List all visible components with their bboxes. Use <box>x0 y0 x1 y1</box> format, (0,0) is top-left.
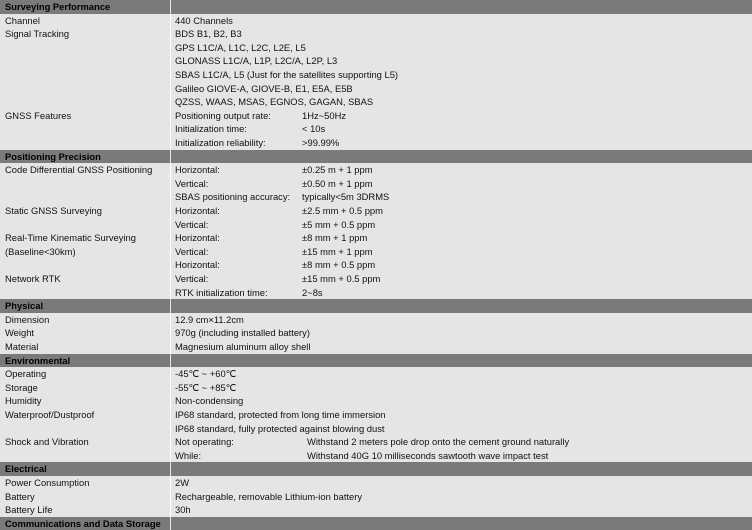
section-title: Physical <box>0 299 170 313</box>
spec-key: While: <box>175 449 202 461</box>
spec-row-power <box>0 476 752 490</box>
spec-row-static-cont <box>0 218 752 232</box>
spec-label: Material <box>0 340 170 354</box>
spec-key: Vertical: <box>175 273 209 284</box>
spec-label: Humidity <box>0 394 170 408</box>
spec-value: ±8 mm + 1 ppm <box>302 232 368 244</box>
spec-label: Waterproof/Dustproof <box>0 408 170 422</box>
section-header-physical <box>0 299 752 313</box>
spec-row-humidity <box>0 394 752 408</box>
spec-label: (Baseline<30km) <box>0 245 170 259</box>
spec-value: typically<5m 3DRMS <box>302 191 390 203</box>
spec-value: QZSS, WAAS, MSAS, EGNOS, GAGAN, SBAS <box>171 95 752 109</box>
spec-row-code-diff <box>0 163 752 177</box>
spec-row-shock-cont <box>0 449 752 463</box>
spec-row-material <box>0 340 752 354</box>
spec-label: GNSS Features <box>0 109 170 123</box>
spec-value: ±15 mm + 0.5 ppm <box>302 273 381 284</box>
spec-row-waterproof <box>0 408 752 422</box>
spec-value: Rechargeable, removable Lithium-ion battery <box>171 490 752 504</box>
spec-value: 1Hz~50Hz <box>302 109 347 121</box>
spec-value: Galileo GIOVE-A, GIOVE-B, E1, E5A, E5B <box>171 82 752 96</box>
spec-row-storage <box>0 381 752 395</box>
spec-row-battery-life <box>0 503 752 517</box>
spec-key: SBAS positioning accuracy: <box>175 191 291 203</box>
spec-value: >99.99% <box>302 137 340 148</box>
spec-label: Shock and Vibration <box>0 435 170 449</box>
spec-value: 440 Channels <box>171 14 752 28</box>
spec-label: Power Consumption <box>0 476 170 490</box>
spec-row-operating <box>0 367 752 381</box>
spec-value: GLONASS L1C/A, L1P, L2C/A, L2P, L3 <box>171 54 752 68</box>
spec-row-gnss-features <box>0 109 752 123</box>
spec-value: -45℃ ~ +60℃ <box>171 367 752 381</box>
spec-row-rtk-cont <box>0 245 752 259</box>
spec-label: Weight <box>0 326 170 340</box>
spec-key: Horizontal: <box>175 205 220 216</box>
section-title: Electrical <box>0 462 170 476</box>
spec-value: Withstand 2 meters pole drop onto the cement ground naturally <box>307 436 570 448</box>
spec-row-weight <box>0 326 752 340</box>
section-title: Positioning Precision <box>0 150 170 164</box>
spec-value: ±0.50 m + 1 ppm <box>302 177 373 189</box>
spec-key: Horizontal: <box>175 259 220 271</box>
spec-key: Not operating: <box>175 436 234 448</box>
spec-row-signal-tracking-cont <box>0 41 752 55</box>
spec-row-rtk-cont <box>0 258 752 272</box>
section-title: Communications and Data Storage <box>0 517 170 530</box>
spec-row-network-rtk-cont <box>0 286 752 300</box>
spec-value: IP68 standard, fully protected against blowing dust <box>171 422 752 436</box>
spec-row-shock <box>0 435 752 449</box>
spec-row-signal-tracking-cont <box>0 54 752 68</box>
spec-label: Network RTK <box>0 272 170 286</box>
spec-row-signal-tracking-cont <box>0 82 752 96</box>
section-header-communications <box>0 517 752 530</box>
spec-value: ±15 mm + 1 ppm <box>302 245 373 257</box>
section-title: Environmental <box>0 354 170 368</box>
spec-value: BDS B1, B2, B3 <box>171 27 752 41</box>
spec-value: 970g (including installed battery) <box>171 326 752 340</box>
spec-value: -55℃ ~ +85℃ <box>171 381 752 395</box>
spec-row-channel <box>0 14 752 28</box>
section-header-environmental <box>0 354 752 368</box>
spec-value: ±8 mm + 0.5 ppm <box>302 259 376 271</box>
spec-row-gnss-features-cont <box>0 122 752 136</box>
spec-value: 2~8s <box>302 286 323 298</box>
spec-label: Signal Tracking <box>0 27 170 41</box>
spec-label: Operating <box>0 367 170 381</box>
spec-value: Non-condensing <box>171 394 752 408</box>
spec-value: ±5 mm + 0.5 ppm <box>302 218 376 230</box>
spec-value: Withstand 40G 10 milliseconds sawtooth wave impact test <box>307 449 549 461</box>
spec-label: Battery <box>0 490 170 504</box>
spec-key: Horizontal: <box>175 164 220 176</box>
spec-key: Vertical: <box>175 218 209 230</box>
spec-row-signal-tracking-cont <box>0 68 752 82</box>
spec-row-static <box>0 204 752 218</box>
spec-label: Battery Life <box>0 503 170 517</box>
spec-label: Storage <box>0 381 170 395</box>
spec-value: < 10s <box>302 123 326 135</box>
spec-key: Initialization time: <box>175 123 247 135</box>
spec-value: 30h <box>171 503 752 517</box>
section-title: Surveying Performance <box>0 0 170 14</box>
spec-row-signal-tracking <box>0 27 752 41</box>
spec-row-code-diff-cont <box>0 177 752 191</box>
spec-label: Real-Time Kinematic Surveying <box>0 231 170 245</box>
spec-key: Positioning output rate: <box>175 109 271 121</box>
spec-value: IP68 standard, protected from long time immersion <box>171 408 752 422</box>
spec-row-code-diff-cont <box>0 190 752 204</box>
spec-value: ±2.5 mm + 0.5 ppm <box>302 205 383 216</box>
spec-label: Channel <box>0 14 170 28</box>
spec-value: 2W <box>171 476 752 490</box>
spec-value: ±0.25 m + 1 ppm <box>302 164 373 176</box>
spec-row-gnss-features-cont <box>0 136 752 150</box>
spec-value: GPS L1C/A, L1C, L2C, L2E, L5 <box>171 41 752 55</box>
section-header-positioning-precision <box>0 150 752 164</box>
spec-row-battery <box>0 490 752 504</box>
spec-row-network-rtk <box>0 272 752 286</box>
spec-key: RTK initialization time: <box>175 286 268 298</box>
spec-key: Vertical: <box>175 245 209 257</box>
section-header-electrical <box>0 462 752 476</box>
spec-row-dimension <box>0 313 752 327</box>
section-header-surveying-performance <box>0 0 752 14</box>
spec-label: Code Differential GNSS Positioning <box>0 163 170 177</box>
spec-value: Magnesium aluminum alloy shell <box>171 340 752 354</box>
spec-key: Initialization reliability: <box>175 137 266 148</box>
spec-key: Horizontal: <box>175 232 220 244</box>
spec-value: 12.9 cm×11.2cm <box>171 313 752 327</box>
spec-value: SBAS L1C/A, L5 (Just for the satellites supporting L5) <box>171 68 752 82</box>
spec-row-signal-tracking-cont <box>0 95 752 109</box>
spec-row-waterproof-cont <box>0 422 752 436</box>
spec-row-rtk <box>0 231 752 245</box>
spec-label: Static GNSS Surveying <box>0 204 170 218</box>
spec-key: Vertical: <box>175 177 209 189</box>
spec-label: Dimension <box>0 313 170 327</box>
